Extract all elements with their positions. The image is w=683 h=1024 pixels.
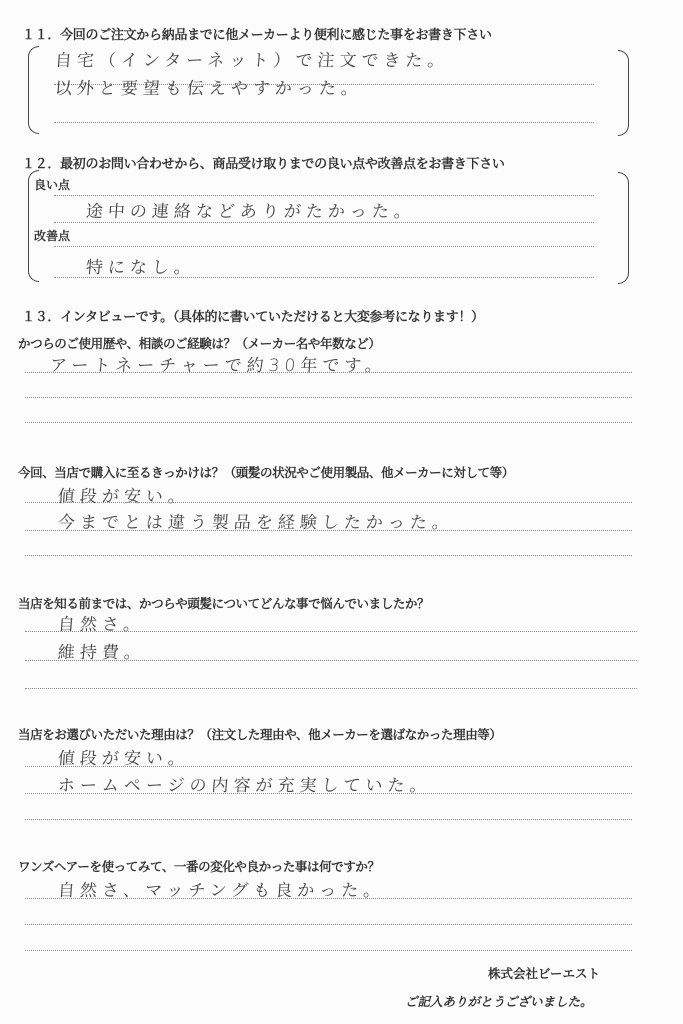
company-name: 株式会社ビーエスト	[488, 966, 601, 981]
q11-question: １１．今回のご注文から納品までに他メーカーより便利に感じた事をお書き下さい	[22, 28, 492, 43]
handwritten-answer: 今までとは違う製品を経験したかった。	[57, 513, 455, 533]
answer-line	[54, 277, 594, 278]
interview-question: 当店をお選びいただいた理由は？（注文した理由や、他メーカーを選ばなかった理由等）	[18, 727, 502, 742]
handwritten-answer: 値段が安い。	[57, 749, 191, 769]
thank-you-message: ご記入ありがとうございました。	[405, 994, 593, 1009]
answer-line	[25, 422, 632, 423]
answer-line	[25, 372, 632, 373]
interview-question: ワンズヘアーを使ってみて、一番の変化や良かった事は何ですか？	[18, 859, 380, 874]
answer-line	[25, 530, 632, 531]
handwritten-answer: ホームページの内容が充実していた。	[57, 776, 433, 796]
answer-box-left-bracket	[28, 46, 39, 134]
answer-line	[25, 819, 632, 820]
answer-line	[25, 793, 632, 794]
interview-question: 当店を知る前までは、かつらや頭髪についてどんな事で悩んでいましたか？	[18, 596, 430, 611]
improvement-points-label: 改善点	[34, 229, 71, 243]
answer-line	[54, 222, 594, 223]
interview-question: 今回、当店で購入に至るきっかけは？（頭髪の状況やご使用製品、他メーカーに対して等）	[18, 465, 514, 480]
answer-line	[25, 660, 637, 661]
answer-line	[54, 246, 594, 247]
answer-line	[25, 502, 632, 503]
q13-heading: １３．インタビューです。（具体的に書いていただけると大変参考になります！）	[22, 310, 484, 325]
handwritten-answer: 特になし。	[85, 258, 197, 278]
answer-line	[25, 898, 632, 899]
handwritten-answer: 以外と要望も伝えやすかった。	[54, 79, 364, 99]
answer-line	[25, 631, 637, 632]
q12-question: １２．最初のお問い合わせから、商品受け取りまでの良い点や改善点をお書き下さい	[22, 157, 505, 172]
handwritten-answer: 維持費。	[57, 643, 147, 663]
answer-line	[25, 555, 632, 556]
handwritten-answer: 自然さ、マッチングも良かった。	[57, 881, 386, 901]
answer-line	[25, 766, 632, 767]
answer-box-right-bracket	[618, 50, 629, 136]
interview-question: かつらのご使用歴や、相談のご経験は？（メーカー名や年数など）	[18, 336, 381, 351]
answer-box-right-bracket	[618, 172, 629, 284]
answer-line	[54, 122, 594, 123]
answer-line	[25, 688, 637, 689]
answer-line	[25, 924, 632, 925]
handwritten-answer: アートネーチャーで約30年です。	[49, 356, 388, 376]
answer-line	[54, 195, 594, 196]
handwritten-answer: 自然さ。	[57, 615, 146, 635]
answer-line	[25, 397, 632, 398]
good-points-label: 良い点	[34, 178, 71, 192]
handwritten-answer: 途中の連絡などありがたかった。	[85, 202, 417, 222]
handwritten-answer: 自宅（インターネット）で注文できた。	[54, 51, 451, 71]
answer-line	[25, 950, 632, 951]
handwritten-answer: 値段が安い。	[57, 487, 191, 507]
